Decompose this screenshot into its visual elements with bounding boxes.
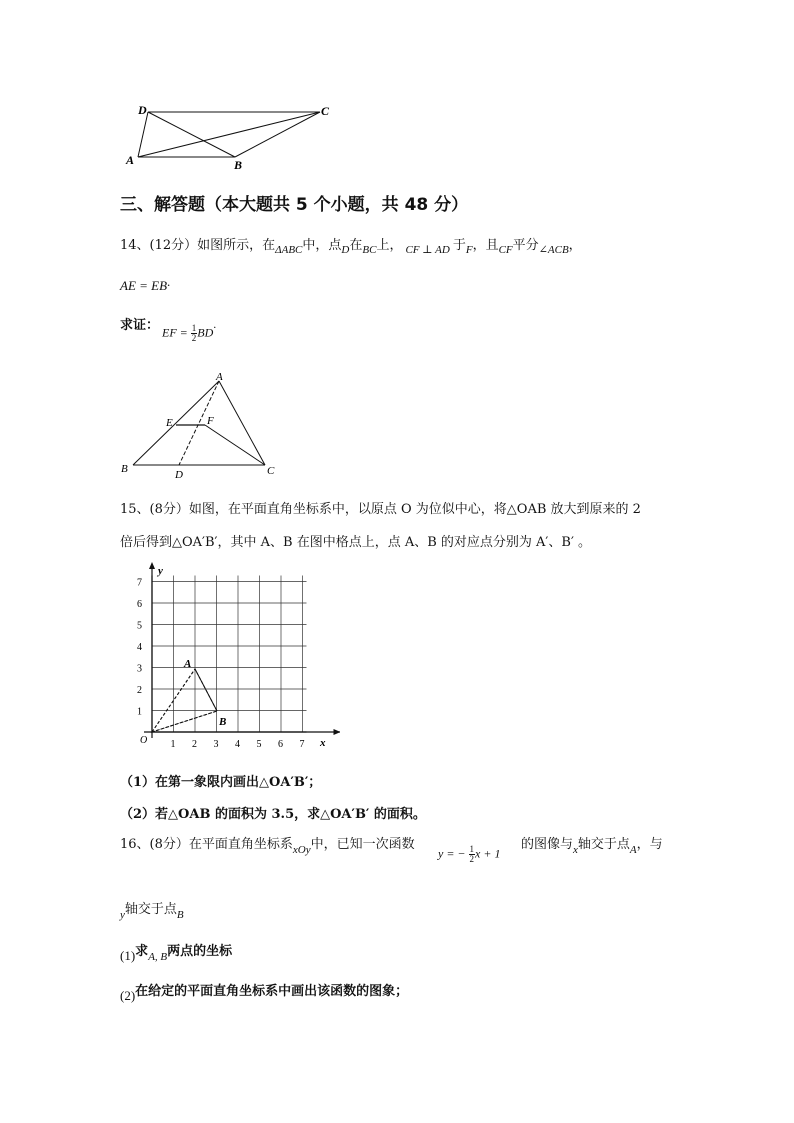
x-tick-label: 5 <box>256 739 262 750</box>
q16-x: x <box>573 844 578 856</box>
q16-sub2-num: (2) <box>120 988 136 1003</box>
q14-point-d: D <box>341 244 350 256</box>
point-b-label: B <box>219 716 227 728</box>
y-axis-label: y <box>158 565 163 577</box>
q14-dot2: . <box>213 317 217 332</box>
label-d: D <box>175 469 183 478</box>
x-axis-label: x <box>320 737 326 749</box>
q14-ef: EF = <box>162 325 191 340</box>
q16-function <box>438 845 500 864</box>
q15-sub2: （2）若△OAB 的面积为 3.5，求△OA′B′ 的面积。 <box>120 807 426 822</box>
triangle-oab <box>152 669 217 732</box>
q14-text: ，且 <box>472 238 499 253</box>
q14-text: ， <box>568 238 582 253</box>
grid-lines <box>144 562 340 738</box>
q15-line1: 15、(8分）如图，在平面直角坐标系中，以原点 O 为位似中心，将△OAB 放大到原来的 2 <box>120 502 641 517</box>
y-tick-label: 3 <box>137 663 142 675</box>
label-a: A <box>216 371 223 383</box>
parallelogram-figure <box>120 100 340 175</box>
q14-text: 平分 <box>512 238 539 253</box>
q16-text: ，与 <box>636 837 663 852</box>
triangle-figure <box>115 368 290 478</box>
q14-point-f: F <box>465 244 473 256</box>
q16-text: 求 <box>135 944 149 959</box>
q14-seg-cf: CF <box>498 244 513 256</box>
q14-statement <box>120 234 582 256</box>
q16-text: 的图像与 <box>521 837 574 852</box>
q16-line2 <box>120 898 184 921</box>
q14-prefix: 14、(12分）如图所示，在 <box>120 238 276 253</box>
x-axis-arrow <box>334 729 341 735</box>
q14-dot: . <box>167 274 171 289</box>
y-axis-arrow <box>149 562 155 569</box>
q15-sub1: （1）在第一象限内画出△OA′B′； <box>120 775 322 790</box>
q16-sub1-num: (1) <box>120 948 136 963</box>
q16-prefix: 16、(8分）在平面直角坐标系 <box>120 837 293 852</box>
q16-text: 中，已知一次函数 <box>310 837 415 852</box>
q14-perp: CF ⊥ AD <box>405 244 450 256</box>
q15-line2: 倍后得到△OA′B′，其中 A、B 在图中格点上，点 A、B 的对应点分别为 A′、B′ 。 <box>120 535 592 550</box>
x-tick-label: 4 <box>235 739 240 750</box>
fraction-half: $\frac{1}{2}$ <box>191 323 197 343</box>
q14-text: 于 <box>452 238 466 253</box>
label-f: F <box>207 415 214 427</box>
q16-x-plus: x + 1 <box>475 846 501 861</box>
q14-condition <box>120 274 171 294</box>
q14-seg-bc: BC <box>362 244 377 256</box>
q16-b: B <box>176 909 184 921</box>
q16-text: 轴交于点 <box>577 837 630 852</box>
x-tick-label: 1 <box>170 739 176 750</box>
x-tick-label: 7 <box>299 739 305 750</box>
q14-bd: BD <box>197 325 214 340</box>
y-tick-label: 2 <box>137 685 142 696</box>
point-a-label: A <box>184 658 192 670</box>
q14-text: 上， <box>376 238 403 253</box>
q14-triangle: ΔABC <box>275 244 303 256</box>
y-tick-label: 4 <box>137 642 142 653</box>
label-e: E <box>166 417 173 429</box>
q16-text: 在给定的平面直角坐标系中画出该函数的图象； <box>135 984 409 999</box>
q14-text: 在 <box>349 238 363 253</box>
section-heading: 三、解答题（本大题共 5 个小题，共 48 分） <box>120 195 469 215</box>
y-tick-label: 6 <box>137 599 142 610</box>
label-b: B <box>234 158 243 172</box>
fraction-half: $\frac{1}{2}$ <box>469 844 475 864</box>
x-tick-label: 6 <box>278 739 283 750</box>
q14-text: 中，点 <box>302 238 342 253</box>
q14-goal <box>162 317 217 343</box>
q16-a: A <box>629 844 637 856</box>
q16-text: 轴交于点 <box>124 902 177 917</box>
x-tick-label: 2 <box>192 739 197 750</box>
prove-label: 求证： <box>120 318 160 333</box>
q16-sub1 <box>120 940 233 963</box>
y-tick-label: 7 <box>137 577 142 589</box>
y-tick-label: 1 <box>137 706 142 718</box>
q16-text: 两点的坐标 <box>167 944 233 959</box>
q14-prove <box>120 314 159 333</box>
label-b: B <box>121 463 128 475</box>
label-c: C <box>267 465 275 477</box>
label-c: C <box>321 104 330 118</box>
q16-y: y = − <box>438 846 469 861</box>
coordinate-grid <box>125 560 340 755</box>
q14-angle: ∠ACB <box>538 244 569 256</box>
q16-ab: A, B <box>148 951 168 963</box>
origin-label: O <box>140 735 148 746</box>
y-tick-label: 5 <box>137 620 142 632</box>
label-a: A <box>126 153 135 167</box>
q16-xoy: xOy <box>292 844 311 856</box>
q14-ae-eb: AE = EB <box>120 278 168 293</box>
q16-y-axis: y <box>120 909 125 921</box>
label-d: D <box>138 103 147 117</box>
x-tick-label: 3 <box>213 739 219 750</box>
q16-sub2 <box>120 980 409 1003</box>
q16-line1 <box>120 833 415 856</box>
q16-line1b <box>521 833 663 856</box>
